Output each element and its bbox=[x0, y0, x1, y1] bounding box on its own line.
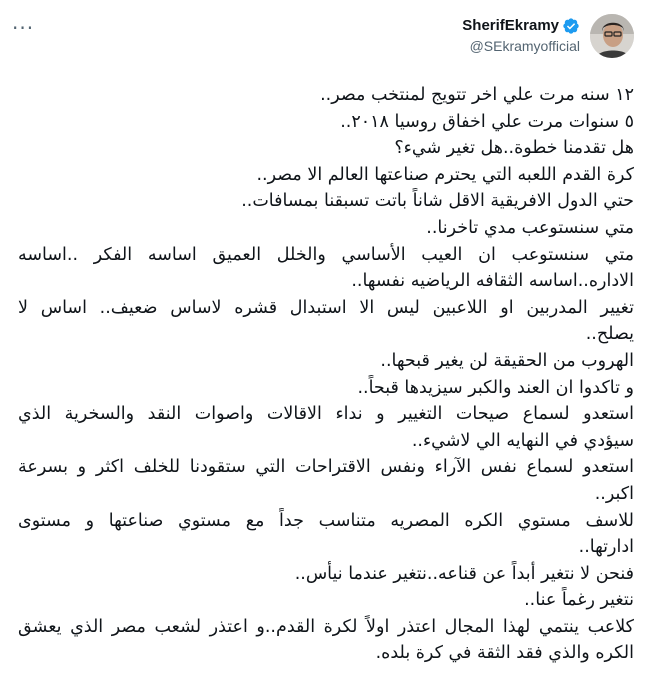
tweet-line: ٥ سنوات مرت علي اخفاق روسيا ٢٠١٨.. bbox=[340, 111, 634, 132]
tweet-line: ١٢ سنه مرت علي اخر تتويج لمنتخب مصر.. bbox=[320, 85, 634, 105]
tweet-line: اكبر.. bbox=[594, 483, 634, 504]
tweet-line: سيؤدي في النهايه الي لاشيء.. bbox=[411, 430, 634, 451]
tweet-line: استعدو لسماع نفس الآراء ونفس الاقتراحات التي ستقودنا للخلف اكثر و بسرعة bbox=[18, 457, 634, 478]
tweet-text bbox=[18, 82, 634, 667]
tweet-line: نتغير رغماً عنا.. bbox=[524, 590, 634, 611]
author-block[interactable] bbox=[462, 14, 634, 58]
tweet-line: تغيير المدربين او اللاعبين ليس الا استبدال قشره لاساس ضعيف.. اساس لا bbox=[18, 297, 634, 318]
display-name[interactable]: SherifEkramy bbox=[462, 17, 559, 34]
display-name-row bbox=[462, 16, 580, 36]
tweet-line: الكره والذي فقد الثقة في كرة بلده. bbox=[375, 643, 634, 664]
tweet-line: فنحن لا نتغير أبداً عن قناعه..نتغير عندما نيأس.. bbox=[294, 563, 634, 584]
verified-badge-icon bbox=[562, 17, 580, 35]
tweet-line: ادارتها.. bbox=[578, 537, 634, 558]
tweet-line: استعدو لسماع صيحات التغيير و نداء الاقالات واصوات النقد والسخرية الذي bbox=[18, 404, 634, 425]
author-names bbox=[462, 16, 580, 56]
tweet-line: الهروب من الحقيقة لن يغير قبحها.. bbox=[380, 350, 634, 371]
tweet-line: و تاكدوا ان العند والكبر سيزيدها قبحاً.. bbox=[357, 377, 634, 398]
handle[interactable]: @SEkramyofficial bbox=[469, 38, 580, 54]
tweet-line: يصلح.. bbox=[585, 324, 634, 345]
tweet-line: كرة القدم اللعبه التي يحترم صناعتها العالم الا مصر.. bbox=[256, 164, 634, 185]
tweet-line: الاداره..اساسه الثقافه الرياضيه نفسها.. bbox=[351, 271, 634, 292]
tweet-line: للاسف مستوي الكره المصريه متناسب جداً مع مستوي صناعتها و مستوى bbox=[18, 510, 634, 531]
more-options-icon[interactable]: ··· bbox=[12, 16, 35, 40]
tweet-line: متي سنستوعب مدي تاخرنا.. bbox=[426, 217, 634, 238]
avatar[interactable] bbox=[590, 14, 634, 58]
tweet-line: هل تقدمنا خطوة..هل تغير شيء؟ bbox=[394, 138, 634, 159]
tweet-line: متي سنستوعب ان العيب الأساسي والخلل العميق اساسه الفكر ..اساسه bbox=[18, 244, 634, 265]
tweet-line: كلاعب ينتمي لهذا المجال اعتذر اولاً لكرة القدم..و اعتذر لشعب مصر الذي يعشق bbox=[18, 616, 634, 637]
tweet-line: حتي الدول الافريقية الاقل شاناً باتت تسبقنا بمسافات.. bbox=[241, 191, 634, 212]
user-photo-icon bbox=[590, 14, 634, 58]
